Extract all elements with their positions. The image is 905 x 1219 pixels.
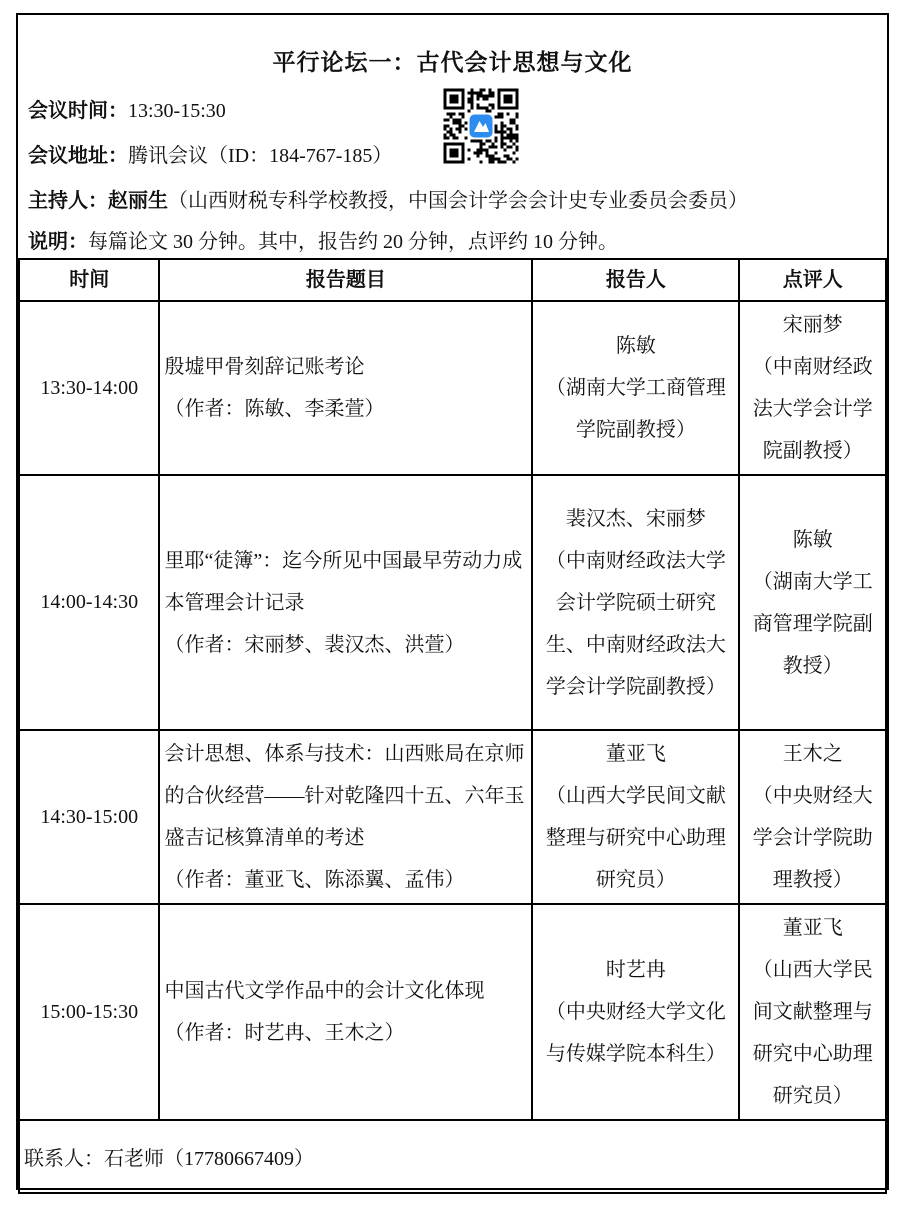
presenter-cell (532, 475, 739, 730)
top-info-section (18, 15, 887, 258)
host-line (28, 187, 877, 215)
meeting-address-label: 会议地址： (28, 145, 128, 167)
presenter-cell (532, 301, 739, 475)
header-commenter: 点评人 (739, 259, 886, 301)
time-cell: 15:00-15:30 (19, 904, 159, 1120)
time-cell: 14:30-15:00 (19, 730, 159, 904)
cell-line: （湖南大学工商管理学院副教授） (752, 570, 873, 677)
commenter-cell (739, 730, 886, 904)
host-description: （山西财税专科学校教授，中国会计学会会计史专业委员会委员） (168, 190, 748, 212)
cell-line: （湖南大学工商管理学院副教授） (545, 377, 726, 441)
report-title-cell (159, 301, 532, 475)
presenter-cell (532, 904, 739, 1120)
host-label: 主持人： (28, 190, 108, 212)
qr-code-image (442, 87, 520, 165)
header-report-title: 报告题目 (159, 259, 532, 301)
meeting-time-label: 会议时间： (28, 100, 128, 122)
page-title: 平行论坛一：古代会计思想与文化 (272, 50, 633, 75)
commenter-cell (739, 301, 886, 475)
cell-line: （作者：董亚飞、陈添翼、孟伟） (164, 869, 465, 891)
forum-schedule-document (16, 13, 889, 1190)
meeting-time-value: 13:30-15:30 (128, 100, 226, 122)
commenter-cell (739, 475, 886, 730)
cell-line: 时艺冉 (605, 959, 666, 981)
schedule-table (18, 258, 887, 1194)
table-header-row (19, 259, 886, 301)
header-presenter: 报告人 (532, 259, 739, 301)
presenter-cell (532, 730, 739, 904)
cell-line: 中国古代文学作品中的会计文化体现 (164, 980, 485, 1002)
report-title-cell (159, 475, 532, 730)
cell-line: 里耶“徒簿”：迄今所见中国最早劳动力成本管理会计记录 (164, 549, 523, 614)
table-row (19, 904, 886, 1120)
note-label: 说明： (28, 231, 88, 253)
cell-line: 董亚飞 (782, 917, 843, 939)
cell-line: （中南财经政法大学会计学院副教授） (752, 356, 873, 462)
cell-line: 会计思想、体系与技术：山西账局在京师的合伙经营——针对乾隆四十五、六年玉盛吉记核算清单的考述 (164, 743, 525, 849)
header-time: 时间 (19, 259, 159, 301)
cell-line: （作者：宋丽梦、裴汉杰、洪萱） (164, 633, 465, 656)
cell-line: 王木之 (782, 743, 843, 765)
report-title-cell (159, 904, 532, 1120)
table-row (19, 301, 886, 475)
commenter-cell (739, 904, 886, 1120)
cell-line: （中央财经大学文化与传媒学院本科生） (545, 1001, 726, 1065)
host-name: 赵丽生 (108, 190, 168, 212)
cell-line: （山西大学民间文献整理与研究中心助理研究员） (545, 785, 726, 891)
cell-line: 宋丽梦 (782, 314, 843, 336)
cell-line: （作者：陈敏、李柔萱） (164, 398, 385, 420)
cell-line: 殷墟甲骨刻辞记账考论 (164, 356, 365, 378)
table-body (19, 301, 886, 1193)
cell-line: （中南财经政法大学会计学院硕士研究生、中南财经政法大学会计学院副教授） (545, 549, 726, 698)
time-cell: 14:00-14:30 (19, 475, 159, 730)
table-row (19, 730, 886, 904)
tencent-meeting-qr-code (442, 87, 520, 165)
note-line (28, 228, 877, 256)
cell-line: （山西大学民间文献整理与研究中心助理研究员） (752, 959, 873, 1107)
footer-row (19, 1120, 886, 1193)
time-cell: 13:30-14:00 (19, 301, 159, 475)
cell-line: 陈敏 (615, 335, 656, 357)
contact-line: 联系人：石老师（17780667409） (19, 1120, 886, 1193)
table-row (19, 475, 886, 730)
note-value: 每篇论文 30 分钟。其中，报告约 20 分钟，点评约 10 分钟。 (88, 231, 618, 253)
cell-line: 董亚飞 (605, 743, 666, 765)
cell-line: 陈敏 (792, 528, 833, 551)
cell-line: （作者：时艺冉、王木之） (164, 1022, 405, 1044)
cell-line: （中央财经大学会计学院助理教授） (752, 785, 873, 891)
report-title-cell (159, 730, 532, 904)
meeting-address-value: 腾讯会议（ID：184-767-185） (128, 145, 393, 167)
cell-line: 裴汉杰、宋丽梦 (565, 507, 706, 530)
